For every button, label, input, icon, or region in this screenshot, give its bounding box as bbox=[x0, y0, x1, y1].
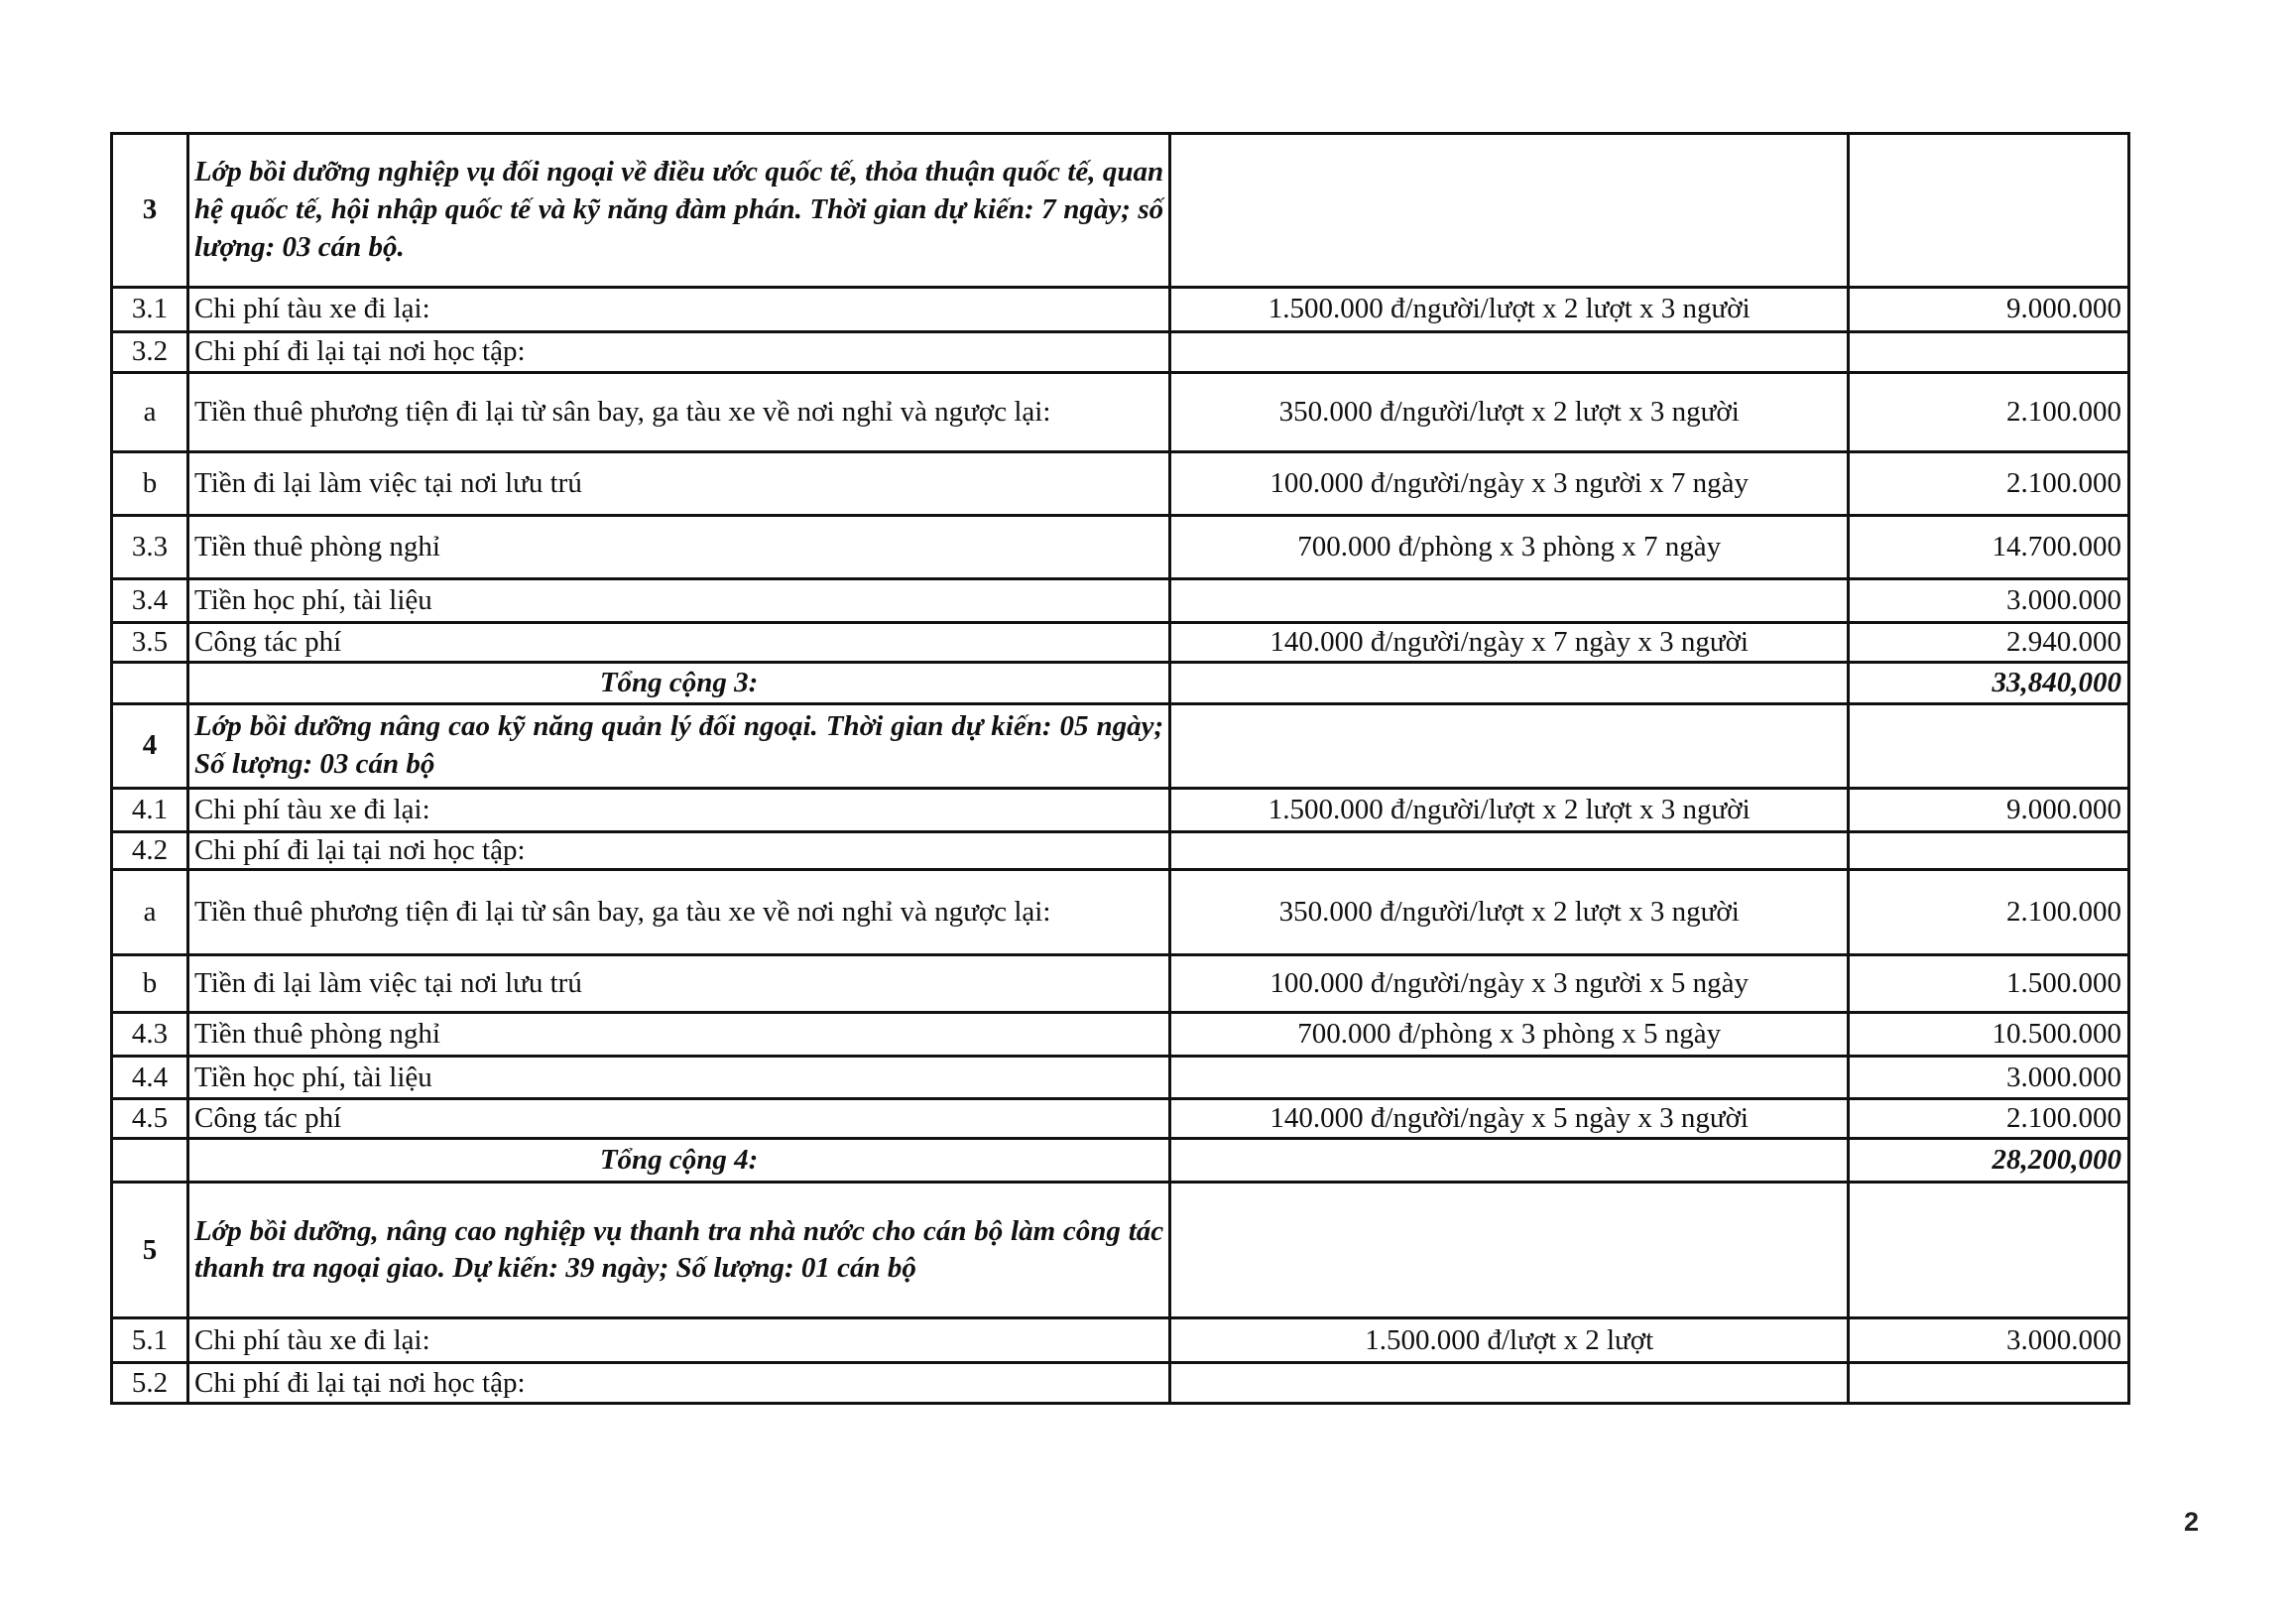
calculation-cell: 700.000 đ/phòng x 3 phòng x 5 ngày bbox=[1170, 1013, 1849, 1057]
calculation-cell: 140.000 đ/người/ngày x 7 ngày x 3 người bbox=[1170, 623, 1849, 663]
amount-cell: 14.700.000 bbox=[1849, 516, 2129, 579]
item-description: Chi phí đi lại tại nơi học tập: bbox=[188, 332, 1170, 373]
amount-cell: 2.940.000 bbox=[1849, 623, 2129, 663]
section-row bbox=[112, 1183, 2129, 1318]
amount-cell bbox=[1849, 1363, 2129, 1404]
item-description: Chi phí tàu xe đi lại: bbox=[188, 1318, 1170, 1363]
item-description: Tiền thuê phương tiện đi lại từ sân bay, ga tàu xe về nơi nghỉ và ngược lại: bbox=[188, 373, 1170, 452]
section-row bbox=[112, 704, 2129, 789]
item-description: Chi phí tàu xe đi lại: bbox=[188, 288, 1170, 332]
item-description: Tiền thuê phương tiện đi lại từ sân bay, ga tàu xe về nơi nghỉ và ngược lại: bbox=[188, 870, 1170, 955]
row-number: b bbox=[112, 955, 188, 1013]
cost-estimate-table bbox=[110, 132, 2130, 1405]
table-row bbox=[112, 373, 2129, 452]
section-title: Lớp bồi dưỡng nâng cao kỹ năng quản lý đối ngoại. Thời gian dự kiến: 05 ngày; Số lượng: 03 cán bộ bbox=[188, 704, 1170, 789]
table-row bbox=[112, 332, 2129, 373]
calculation-cell: 140.000 đ/người/ngày x 5 ngày x 3 người bbox=[1170, 1099, 1849, 1139]
page-number: 2 bbox=[2184, 1507, 2200, 1537]
table-row bbox=[112, 288, 2129, 332]
item-description: Công tác phí bbox=[188, 1099, 1170, 1139]
table-row bbox=[112, 789, 2129, 832]
total-amount: 28,200,000 bbox=[1849, 1139, 2129, 1183]
table-row bbox=[112, 1318, 2129, 1363]
calculation-cell bbox=[1170, 704, 1849, 789]
calculation-cell: 1.500.000 đ/người/lượt x 2 lượt x 3 người bbox=[1170, 789, 1849, 832]
calculation-cell: 350.000 đ/người/lượt x 2 lượt x 3 người bbox=[1170, 373, 1849, 452]
item-description: Tiền thuê phòng nghỉ bbox=[188, 1013, 1170, 1057]
calculation-cell: 100.000 đ/người/ngày x 3 người x 5 ngày bbox=[1170, 955, 1849, 1013]
table-row bbox=[112, 516, 2129, 579]
calculation-cell: 1.500.000 đ/lượt x 2 lượt bbox=[1170, 1318, 1849, 1363]
item-description: Chi phí đi lại tại nơi học tập: bbox=[188, 1363, 1170, 1404]
row-number: 3.1 bbox=[112, 288, 188, 332]
table-row bbox=[112, 623, 2129, 663]
total-label: Tổng cộng 3: bbox=[188, 663, 1170, 704]
amount-cell bbox=[1849, 332, 2129, 373]
table-row bbox=[112, 1057, 2129, 1099]
table-row bbox=[112, 1013, 2129, 1057]
amount-cell bbox=[1849, 1183, 2129, 1318]
table-row bbox=[112, 955, 2129, 1013]
amount-cell bbox=[1849, 704, 2129, 789]
calculation-cell: 100.000 đ/người/ngày x 3 người x 7 ngày bbox=[1170, 452, 1849, 516]
section-title: Lớp bồi dưỡng, nâng cao nghiệp vụ thanh tra nhà nước cho cán bộ làm công tác thanh tra ngoại giao. Dự kiến: 39 ngày; Số lượng: 01 cán bộ bbox=[188, 1183, 1170, 1318]
amount-cell: 9.000.000 bbox=[1849, 789, 2129, 832]
calculation-cell bbox=[1170, 832, 1849, 870]
table-row bbox=[112, 1363, 2129, 1404]
row-number: 5 bbox=[112, 1183, 188, 1318]
amount-cell: 1.500.000 bbox=[1849, 955, 2129, 1013]
row-number: 4 bbox=[112, 704, 188, 789]
calculation-cell: 350.000 đ/người/lượt x 2 lượt x 3 người bbox=[1170, 870, 1849, 955]
calculation-cell bbox=[1170, 134, 1849, 288]
row-number: 3.4 bbox=[112, 579, 188, 623]
amount-cell: 10.500.000 bbox=[1849, 1013, 2129, 1057]
row-number: 3.2 bbox=[112, 332, 188, 373]
amount-cell bbox=[1849, 832, 2129, 870]
row-number: 3 bbox=[112, 134, 188, 288]
calculation-cell bbox=[1170, 663, 1849, 704]
row-number: 4.4 bbox=[112, 1057, 188, 1099]
row-number bbox=[112, 1139, 188, 1183]
item-description: Tiền đi lại làm việc tại nơi lưu trú bbox=[188, 955, 1170, 1013]
amount-cell: 2.100.000 bbox=[1849, 870, 2129, 955]
row-number: 3.3 bbox=[112, 516, 188, 579]
row-number: b bbox=[112, 452, 188, 516]
amount-cell bbox=[1849, 134, 2129, 288]
calculation-cell bbox=[1170, 1183, 1849, 1318]
total-label: Tổng cộng 4: bbox=[188, 1139, 1170, 1183]
calculation-cell: 1.500.000 đ/người/lượt x 2 lượt x 3 người bbox=[1170, 288, 1849, 332]
row-number: 4.5 bbox=[112, 1099, 188, 1139]
table-row bbox=[112, 452, 2129, 516]
calculation-cell bbox=[1170, 1057, 1849, 1099]
total-row bbox=[112, 663, 2129, 704]
amount-cell: 2.100.000 bbox=[1849, 373, 2129, 452]
table-row bbox=[112, 579, 2129, 623]
row-number: 4.3 bbox=[112, 1013, 188, 1057]
amount-cell: 9.000.000 bbox=[1849, 288, 2129, 332]
item-description: Tiền học phí, tài liệu bbox=[188, 1057, 1170, 1099]
item-description: Tiền đi lại làm việc tại nơi lưu trú bbox=[188, 452, 1170, 516]
row-number: 5.1 bbox=[112, 1318, 188, 1363]
amount-cell: 3.000.000 bbox=[1849, 1057, 2129, 1099]
table-row bbox=[112, 1099, 2129, 1139]
amount-cell: 2.100.000 bbox=[1849, 452, 2129, 516]
amount-cell: 2.100.000 bbox=[1849, 1099, 2129, 1139]
item-description: Chi phí đi lại tại nơi học tập: bbox=[188, 832, 1170, 870]
item-description: Chi phí tàu xe đi lại: bbox=[188, 789, 1170, 832]
total-amount: 33,840,000 bbox=[1849, 663, 2129, 704]
calculation-cell: 700.000 đ/phòng x 3 phòng x 7 ngày bbox=[1170, 516, 1849, 579]
table-row bbox=[112, 870, 2129, 955]
row-number: 4.2 bbox=[112, 832, 188, 870]
row-number: 5.2 bbox=[112, 1363, 188, 1404]
item-description: Công tác phí bbox=[188, 623, 1170, 663]
amount-cell: 3.000.000 bbox=[1849, 579, 2129, 623]
total-row bbox=[112, 1139, 2129, 1183]
calculation-cell bbox=[1170, 1139, 1849, 1183]
row-number: 4.1 bbox=[112, 789, 188, 832]
calculation-cell bbox=[1170, 1363, 1849, 1404]
calculation-cell bbox=[1170, 579, 1849, 623]
amount-cell: 3.000.000 bbox=[1849, 1318, 2129, 1363]
section-title: Lớp bồi dưỡng nghiệp vụ đối ngoại về điều ước quốc tế, thỏa thuận quốc tế, quan hệ quốc tế, hội nhập quốc tế và kỹ năng đàm phán. Thời gian dự kiến: 7 ngày; số lượng: 03 cán bộ. bbox=[188, 134, 1170, 288]
item-description: Tiền học phí, tài liệu bbox=[188, 579, 1170, 623]
item-description: Tiền thuê phòng nghỉ bbox=[188, 516, 1170, 579]
calculation-cell bbox=[1170, 332, 1849, 373]
row-number: a bbox=[112, 870, 188, 955]
table-row bbox=[112, 832, 2129, 870]
section-row bbox=[112, 134, 2129, 288]
row-number bbox=[112, 663, 188, 704]
row-number: 3.5 bbox=[112, 623, 188, 663]
row-number: a bbox=[112, 373, 188, 452]
